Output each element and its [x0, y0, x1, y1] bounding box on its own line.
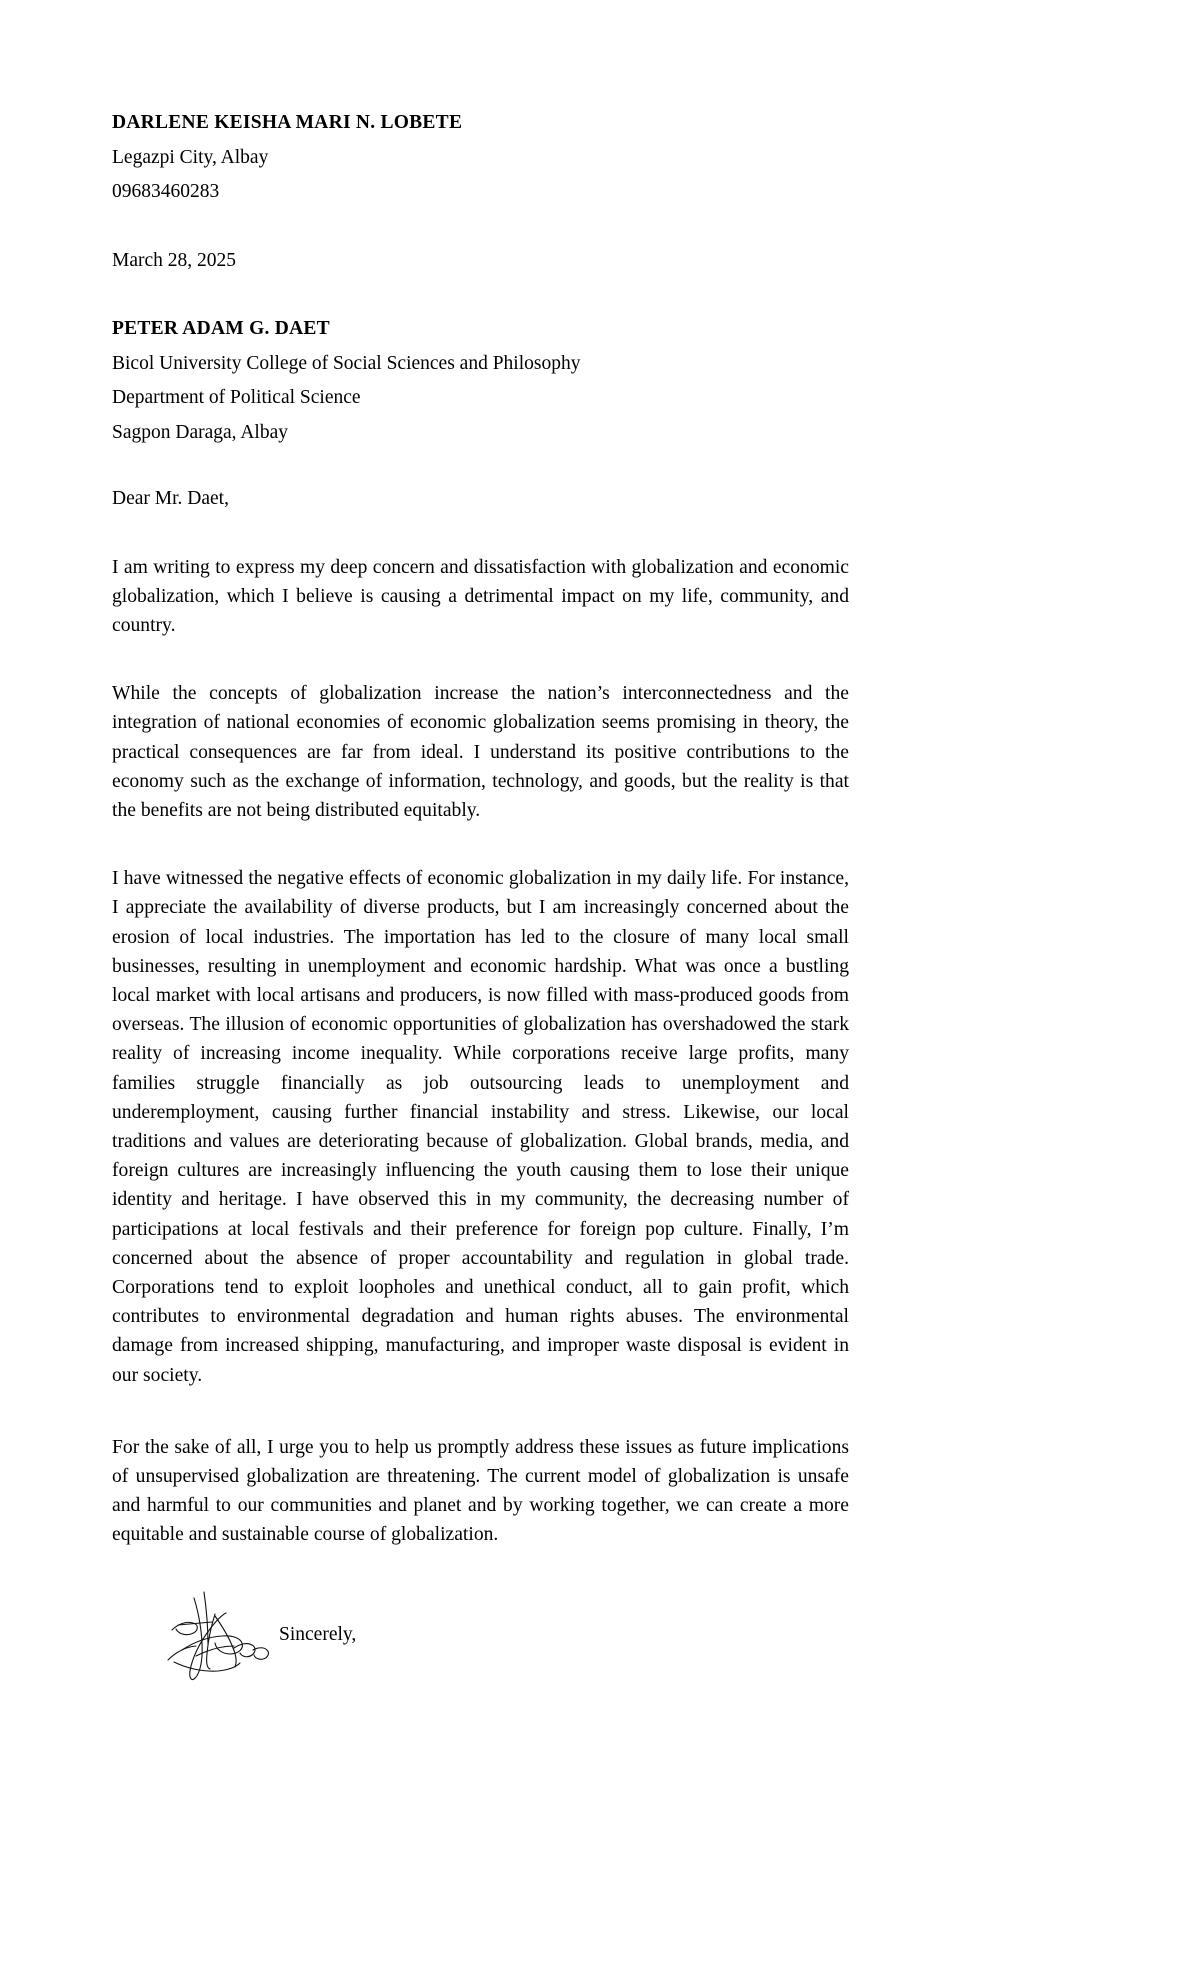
- sender-name: DARLENE KEISHA MARI N. LOBETE: [112, 112, 463, 133]
- body-paragraph-3: I have witnessed the negative effects of economic globalization in my daily life. For instance, I appreciate the availability of diverse products, but I am increasingly concerned about the erosion of local industries. The importation has led to the closure of many local small businesses, resulting in unemployment and economic hardship. What was once a bustling local market with local artisans and producers, is now filled with mass-produced goods from overseas. The illusion of economic opportunities of globalization has overshadowed the stark reality of increasing income inequality. While corporations receive large profits, many families struggle financially as job outsourcing leads to unemployment and underemployment, causing further financial instability and stress. Likewise, our local traditions and values are deteriorating because of globalization. Global brands, media, and foreign cultures are increasingly influencing the youth causing them to lose their unique identity and heritage. I have observed this in my community, the decreasing number of participations at local festivals and their preference for foreign pop culture. Finally, I’m concerned about the absence of proper accountability and regulation in global trade. Corporations tend to exploit loopholes and unethical conduct, all to gain profit, which contributes to environmental degradation and human rights abuses. The environmental damage from increased shipping, manufacturing, and improper waste disposal is evident in our society.: [112, 868, 849, 1386]
- recipient-institution: Bicol University College of Social Sciences and Philosophy: [112, 352, 581, 374]
- recipient-address: Sagpon Daraga, Albay: [112, 421, 288, 443]
- salutation: Dear Mr. Daet,: [112, 488, 229, 509]
- letter-body: [112, 553, 849, 1550]
- body-paragraph-2: While the concepts of globalization increase the nation’s interconnectedness and the integration of national economies of economic globalization seems promising in theory, the practical consequences are far from ideal. I understand its positive contributions to the economy such as the exchange of information, technology, and goods, but the reality is that the benefits are not being distributed equitably.: [112, 683, 849, 821]
- body-paragraph-4: For the sake of all, I urge you to help us promptly address these issues as future implications of unsupervised globalization are threatening. The current model of globalization is unsafe and harmful to our communities and planet and by working together, we can create a more equitable and sustainable course of globalization.: [112, 1436, 849, 1546]
- sender-phone: 09683460283: [112, 181, 220, 202]
- letter-content: [112, 106, 849, 1704]
- closing-text: Sincerely,: [279, 1623, 357, 1645]
- recipient-department: Department of Political Science: [112, 387, 361, 408]
- signature-area: [112, 1584, 849, 1704]
- handwritten-signature-icon: [160, 1584, 290, 1684]
- letter-date: March 28, 2025: [112, 249, 237, 271]
- recipient-block: [112, 312, 849, 450]
- recipient-name: PETER ADAM G. DAET: [112, 318, 330, 339]
- sender-address: Legazpi City, Albay: [112, 146, 269, 168]
- sender-block: [112, 106, 849, 210]
- letter-date-block: [112, 244, 849, 279]
- body-paragraph-1: I am writing to express my deep concern and dissatisfaction with globalization and economic globalization, which I believe is causing a detrimental impact on my life, community, and country.: [112, 556, 849, 636]
